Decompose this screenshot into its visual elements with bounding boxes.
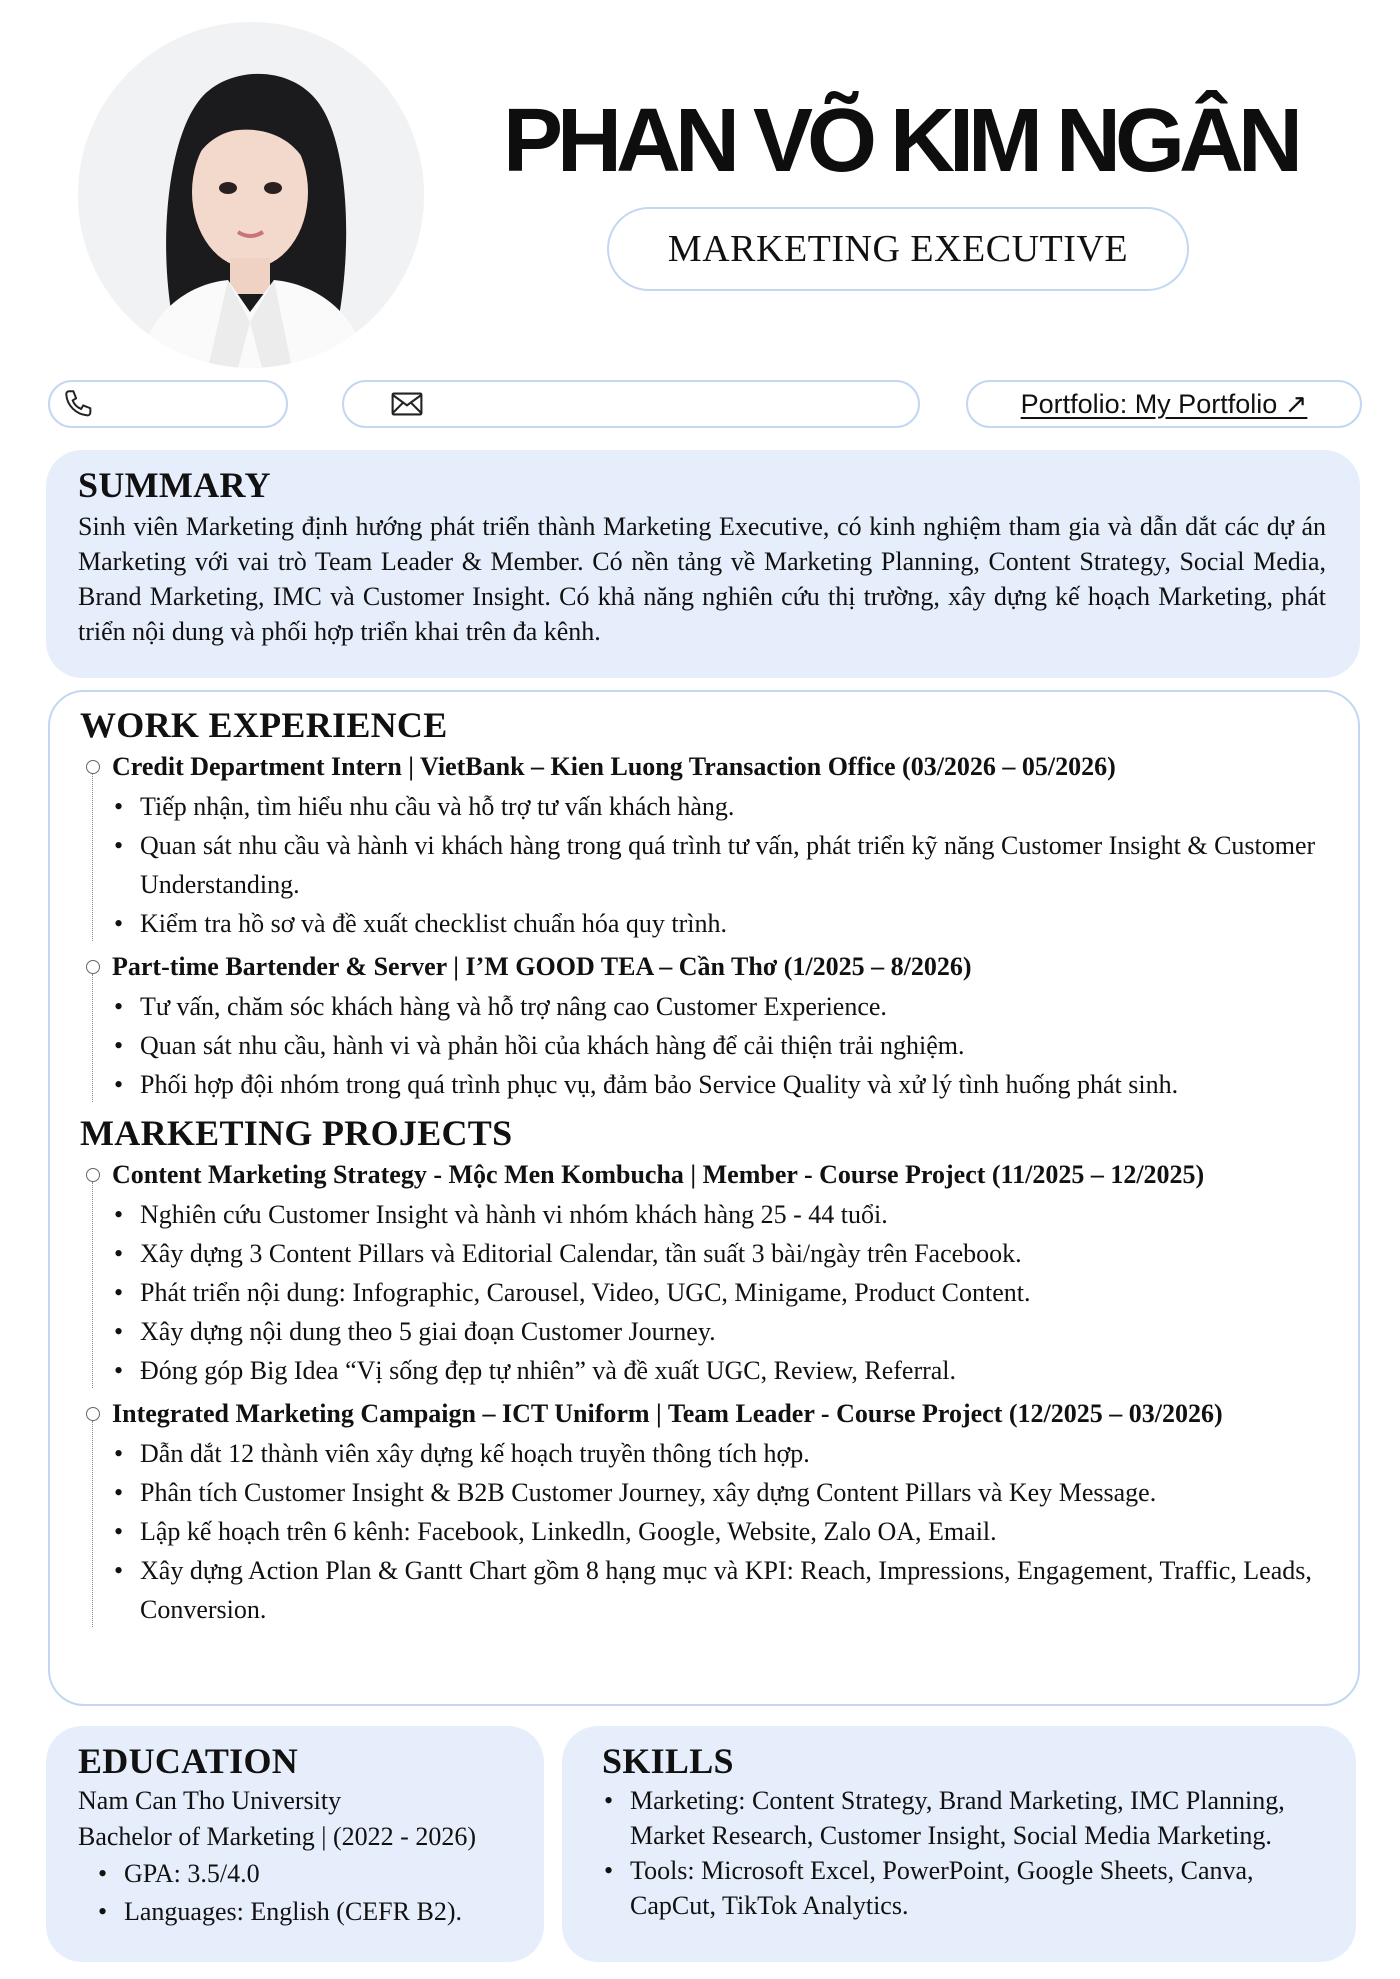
phone-icon: [62, 387, 96, 421]
list-item: • Xây dựng nội dung theo 5 giai đoạn Customer Journey.: [112, 1312, 1318, 1351]
school-name: Nam Can Tho University: [78, 1786, 342, 1816]
list-item: • Dẫn dắt 12 thành viên xây dựng kế hoạch truyền thông tích hợp.: [112, 1434, 1318, 1473]
mail-icon: [390, 390, 424, 418]
education-section: [46, 1726, 544, 1962]
project-entry-bullets: [112, 1434, 1318, 1629]
list-item: • Tiếp nhận, tìm hiểu nhu cầu và hỗ trợ tư vấn khách hàng.: [112, 787, 1318, 826]
project-entry-title: Integrated Marketing Campaign – ICT Uniform | Team Leader - Course Project (12/2025 – 03/2026): [112, 1399, 1223, 1429]
summary-text: Sinh viên Marketing định hướng phát triển thành Marketing Executive, có kinh nghiệm tham gia và dẫn dắt các dự án Marketing với vai trò Team Leader & Member. Có nền tảng về Marketing Planning, Content Strategy, Social Media, Brand Marketing, IMC và Customer Insight. Có khả năng nghiên cứu thị trường, xây dựng kế hoạch Marketing, phát triển nội dung và phối hợp triển khai trên đa kênh.: [78, 512, 1326, 647]
job-title-badge: [607, 207, 1189, 291]
work-entry: [80, 947, 1318, 1104]
project-entry-bullets: [112, 1195, 1318, 1390]
work-heading: WORK EXPERIENCE: [80, 705, 448, 745]
project-entry: [80, 1394, 1318, 1629]
work-entry: [80, 747, 1318, 943]
portrait-illustration: [78, 22, 424, 368]
list-item: • Tools: Microsoft Excel, PowerPoint, Google Sheets, Canva, CapCut, TikTok Analytics.: [602, 1853, 1336, 1923]
work-entry-bullets: [112, 987, 1318, 1104]
experience-section: [48, 690, 1360, 1706]
list-item: • Xây dựng 3 Content Pillars và Editorial Calendar, tần suất 3 bài/ngày trên Facebook.: [112, 1234, 1318, 1273]
list-item: • Phát triển nội dung: Infographic, Carousel, Video, UGC, Minigame, Product Content.: [112, 1273, 1318, 1312]
list-item: • Phối hợp đội nhóm trong quá trình phục vụ, đảm bảo Service Quality và xử lý tình huống phát sinh.: [112, 1065, 1318, 1104]
list-item: • GPA: 3.5/4.0: [78, 1855, 524, 1893]
candidate-name: PHAN VÕ KIM NGÂN: [502, 91, 1298, 191]
portfolio-link[interactable]: Portfolio: My Portfolio ↗: [1020, 388, 1308, 419]
list-item: • Nghiên cứu Customer Insight và hành vi nhóm khách hàng 25 - 44 tuổi.: [112, 1195, 1318, 1234]
list-item: • Quan sát nhu cầu và hành vi khách hàng trong quá trình tư vấn, phát triển kỹ năng Customer Insight & Customer Understanding.: [112, 826, 1318, 904]
education-bullets: [78, 1855, 524, 1931]
portfolio-pill[interactable]: [966, 380, 1362, 428]
list-item: • Xây dựng Action Plan & Gantt Chart gồm 8 hạng mục và KPI: Reach, Impressions, Engagement, Traffic, Leads, Conversion.: [112, 1551, 1318, 1629]
phone-field[interactable]: [48, 380, 288, 428]
list-item: • Đóng góp Big Idea “Vị sống đẹp tự nhiên” và đề xuất UGC, Review, Referral.: [112, 1351, 1318, 1390]
projects-heading: MARKETING PROJECTS: [80, 1113, 513, 1154]
job-title: MARKETING EXECUTIVE: [667, 228, 1129, 270]
skills-heading: SKILLS: [602, 1741, 734, 1781]
skills-section: [562, 1726, 1356, 1962]
project-entry: [80, 1155, 1318, 1390]
list-item: • Lập kế hoạch trên 6 kênh: Facebook, Linkedln, Google, Website, Zalo OA, Email.: [112, 1512, 1318, 1551]
profile-photo: [78, 22, 424, 368]
summary-section: [46, 450, 1360, 678]
work-entry-title: Credit Department Intern | VietBank – Kien Luong Transaction Office (03/2026 – 05/2026): [112, 752, 1116, 782]
work-entry-title: Part-time Bartender & Server | I’M GOOD TEA – Cần Thơ (1/2025 – 8/2026): [112, 952, 972, 982]
list-item: • Kiểm tra hồ sơ và đề xuất checklist chuẩn hóa quy trình.: [112, 904, 1318, 943]
education-heading: EDUCATION: [78, 1741, 299, 1781]
list-item: • Marketing: Content Strategy, Brand Marketing, IMC Planning, Market Research, Customer Insight, Social Media Marketing.: [602, 1783, 1336, 1853]
work-entry-bullets: [112, 787, 1318, 943]
list-item: • Tư vấn, chăm sóc khách hàng và hỗ trợ nâng cao Customer Experience.: [112, 987, 1318, 1026]
list-item: • Languages: English (CEFR B2).: [78, 1893, 524, 1931]
project-entry-title: Content Marketing Strategy - Mộc Men Kombucha | Member - Course Project (11/2025 – 12/2025): [112, 1160, 1205, 1190]
skills-bullets: [602, 1783, 1336, 1923]
list-item: • Quan sát nhu cầu, hành vi và phản hồi của khách hàng để cải thiện trải nghiệm.: [112, 1026, 1318, 1065]
degree: Bachelor of Marketing | (2022 - 2026): [78, 1822, 476, 1852]
email-field[interactable]: [342, 380, 920, 428]
list-item: • Phân tích Customer Insight & B2B Customer Journey, xây dựng Content Pillars và Key Message.: [112, 1473, 1318, 1512]
summary-heading: SUMMARY: [78, 465, 271, 505]
